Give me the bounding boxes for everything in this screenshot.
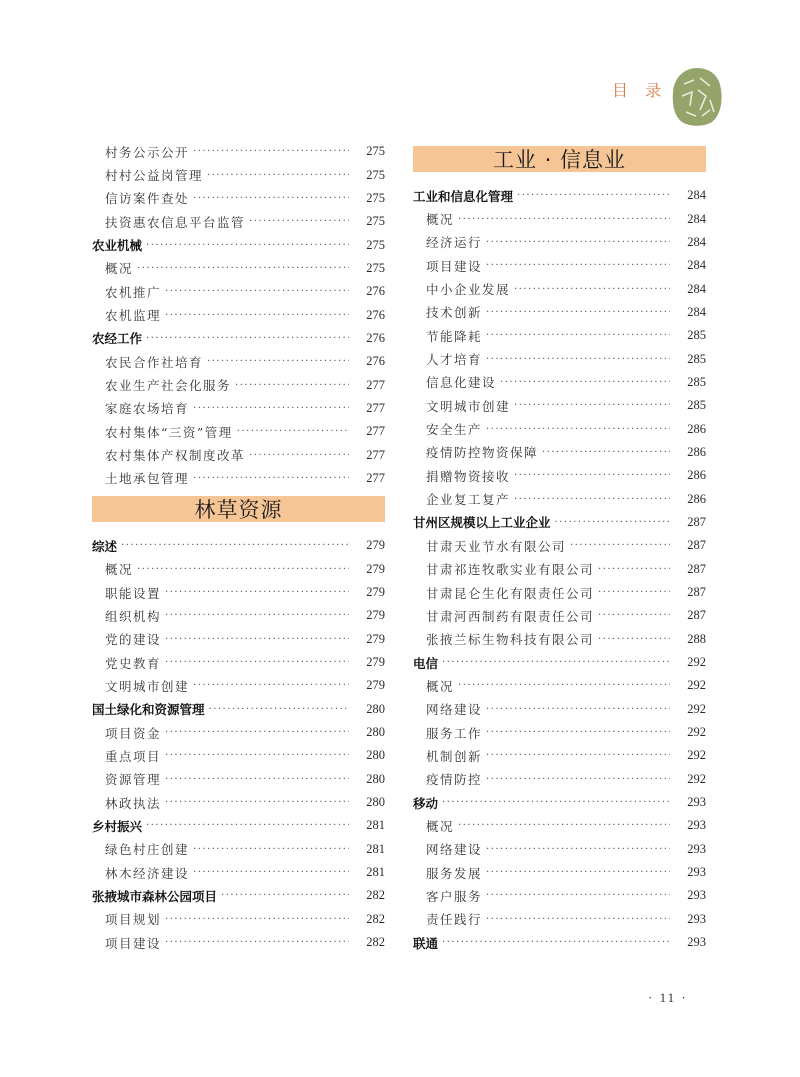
dot-leader bbox=[500, 371, 670, 394]
toc-entry-page: 284 bbox=[687, 304, 706, 319]
toc-entry-label: 组织机构 bbox=[105, 608, 162, 624]
toc-entry-page: 292 bbox=[687, 655, 706, 670]
toc-entry-label: 人才培育 bbox=[426, 352, 483, 368]
dot-leader bbox=[235, 374, 349, 397]
dot-leader bbox=[486, 861, 670, 884]
dot-leader bbox=[555, 511, 670, 534]
toc-entry[interactable] bbox=[92, 257, 385, 280]
toc-entry[interactable] bbox=[413, 838, 706, 861]
toc-entry[interactable] bbox=[413, 254, 706, 277]
dot-leader bbox=[486, 884, 670, 907]
dot-leader bbox=[542, 441, 670, 464]
toc-entry[interactable] bbox=[92, 558, 385, 581]
toc-entry[interactable] bbox=[92, 908, 385, 931]
dot-leader bbox=[486, 721, 670, 744]
toc-entry-page: 282 bbox=[366, 935, 385, 950]
toc-entry-label: 林政执法 bbox=[105, 795, 162, 811]
toc-entry-label: 移动 bbox=[413, 795, 439, 811]
section-banner: 工业 · 信息业 bbox=[413, 146, 706, 172]
toc-entry-page: 285 bbox=[687, 351, 706, 366]
toc-entry-label: 疫情防控 bbox=[426, 772, 483, 788]
toc-entry-page: 293 bbox=[687, 818, 706, 833]
dot-leader bbox=[486, 908, 670, 931]
toc-entry[interactable] bbox=[413, 884, 706, 907]
toc-heading-entry[interactable] bbox=[413, 791, 706, 814]
toc-entry-page: 279 bbox=[366, 655, 385, 670]
toc-entry-label: 土地承包管理 bbox=[105, 471, 190, 487]
toc-heading-entry[interactable] bbox=[92, 814, 385, 837]
toc-entry-page: 286 bbox=[687, 468, 706, 483]
toc-heading-entry[interactable] bbox=[92, 233, 385, 256]
toc-entry-label: 概况 bbox=[426, 212, 455, 228]
dot-leader bbox=[209, 698, 349, 721]
toc-entry-page: 293 bbox=[687, 795, 706, 810]
toc-entry-label: 客户服务 bbox=[426, 888, 483, 904]
toc-entry-page: 276 bbox=[366, 284, 385, 299]
toc-entry[interactable] bbox=[92, 350, 385, 373]
toc-entry-page: 286 bbox=[687, 444, 706, 459]
toc-entry[interactable] bbox=[413, 628, 706, 651]
toc-entry-page: 279 bbox=[366, 608, 385, 623]
dot-leader bbox=[193, 674, 349, 697]
toc-entry-label: 企业复工复产 bbox=[426, 492, 511, 508]
toc-entry-page: 288 bbox=[687, 631, 706, 646]
toc-entry-label: 概况 bbox=[105, 562, 134, 578]
toc-entry[interactable] bbox=[413, 231, 706, 254]
toc-entry[interactable] bbox=[413, 604, 706, 627]
toc-entry-page: 292 bbox=[687, 725, 706, 740]
toc-entry[interactable] bbox=[92, 581, 385, 604]
dot-leader bbox=[458, 674, 670, 697]
seal-stamp-icon bbox=[670, 66, 724, 128]
toc-entry-label: 经济运行 bbox=[426, 235, 483, 251]
toc-entry-label: 电信 bbox=[413, 655, 439, 671]
toc-entry-page: 277 bbox=[366, 470, 385, 485]
toc-heading-entry[interactable] bbox=[92, 698, 385, 721]
toc-entry-label: 项目建设 bbox=[426, 258, 483, 274]
toc-entry[interactable] bbox=[413, 441, 706, 464]
toc-entry-label: 农经工作 bbox=[92, 331, 143, 347]
toc-entry[interactable] bbox=[413, 698, 706, 721]
toc-entry[interactable] bbox=[413, 861, 706, 884]
dot-leader bbox=[137, 257, 349, 280]
dot-leader bbox=[570, 534, 670, 557]
dot-leader bbox=[165, 721, 349, 744]
toc-entry-label: 信息化建设 bbox=[426, 375, 497, 391]
toc-heading-entry[interactable] bbox=[92, 884, 385, 907]
toc-entry-label: 农机监理 bbox=[105, 308, 162, 324]
toc-entry[interactable] bbox=[92, 674, 385, 697]
toc-entry[interactable] bbox=[413, 301, 706, 324]
toc-entry-label: 乡村振兴 bbox=[92, 818, 143, 834]
toc-entry-page: 281 bbox=[366, 865, 385, 880]
toc-entry-label: 林木经济建设 bbox=[105, 865, 190, 881]
dot-leader bbox=[486, 254, 670, 277]
toc-entry-label: 网络建设 bbox=[426, 702, 483, 718]
dot-leader bbox=[165, 581, 349, 604]
toc-entry-page: 285 bbox=[687, 374, 706, 389]
toc-entry[interactable] bbox=[92, 187, 385, 210]
toc-entry-label: 绿色村庄创建 bbox=[105, 842, 190, 858]
toc-entry-label: 责任践行 bbox=[426, 912, 483, 928]
dot-leader bbox=[165, 304, 349, 327]
dot-leader bbox=[514, 278, 670, 301]
toc-entry-page: 292 bbox=[687, 678, 706, 693]
dot-leader bbox=[137, 558, 349, 581]
toc-entry-page: 279 bbox=[366, 585, 385, 600]
toc-entry-page: 284 bbox=[687, 211, 706, 226]
dot-leader bbox=[514, 394, 670, 417]
dot-leader bbox=[598, 558, 670, 581]
toc-entry-page: 281 bbox=[366, 818, 385, 833]
dot-leader bbox=[121, 534, 349, 557]
toc-entry-page: 287 bbox=[687, 585, 706, 600]
dot-leader bbox=[165, 280, 349, 303]
toc-heading-entry[interactable] bbox=[92, 327, 385, 350]
dot-leader bbox=[486, 418, 670, 441]
toc-entry-label: 张掖兰标生物科技有限公司 bbox=[426, 632, 595, 648]
toc-heading-entry[interactable] bbox=[413, 511, 706, 534]
toc-entry[interactable] bbox=[413, 768, 706, 791]
toc-entry[interactable] bbox=[413, 347, 706, 370]
toc-entry-label: 农民合作社培育 bbox=[105, 354, 204, 370]
dot-leader bbox=[165, 604, 349, 627]
dot-leader bbox=[193, 187, 349, 210]
toc-entry-page: 281 bbox=[366, 841, 385, 856]
toc-entry-page: 285 bbox=[687, 398, 706, 413]
toc-entry-label: 职能设置 bbox=[105, 585, 162, 601]
toc-entry-page: 286 bbox=[687, 421, 706, 436]
toc-entry-page: 277 bbox=[366, 400, 385, 415]
toc-entry-label: 技术创新 bbox=[426, 305, 483, 321]
toc-entry-label: 节能降耗 bbox=[426, 328, 483, 344]
dot-leader bbox=[517, 184, 670, 207]
toc-entry-label: 概况 bbox=[105, 261, 134, 277]
toc-entry-label: 扶资惠农信息平台监管 bbox=[105, 214, 246, 230]
dot-leader bbox=[207, 350, 349, 373]
toc-entry[interactable] bbox=[413, 417, 706, 440]
toc-entry-label: 文明城市创建 bbox=[426, 398, 511, 414]
dot-leader bbox=[486, 838, 670, 861]
toc-entry-label: 机制创新 bbox=[426, 748, 483, 764]
toc-entry-label: 农村集体产权制度改革 bbox=[105, 448, 246, 464]
toc-entry-page: 275 bbox=[366, 214, 385, 229]
toc-entry-page: 280 bbox=[366, 795, 385, 810]
toc-entry-page: 284 bbox=[687, 281, 706, 296]
toc-entry-page: 285 bbox=[687, 328, 706, 343]
section-title: 目 录 bbox=[612, 81, 668, 100]
toc-entry[interactable] bbox=[413, 534, 706, 557]
toc-entry-page: 275 bbox=[366, 167, 385, 182]
dot-leader bbox=[458, 814, 670, 837]
toc-entry[interactable] bbox=[92, 140, 385, 163]
dot-leader bbox=[486, 768, 670, 791]
toc-entry-page: 279 bbox=[366, 631, 385, 646]
toc-entry[interactable] bbox=[92, 651, 385, 674]
toc-entry-label: 农业机械 bbox=[92, 238, 143, 254]
toc-entry[interactable] bbox=[92, 280, 385, 303]
toc-entry[interactable] bbox=[413, 324, 706, 347]
toc-entry-page: 282 bbox=[366, 911, 385, 926]
toc-entry[interactable] bbox=[92, 744, 385, 767]
toc-entry-label: 农机推广 bbox=[105, 284, 162, 300]
toc-entry-label: 村村公益岗管理 bbox=[105, 168, 204, 184]
dot-leader bbox=[486, 744, 670, 767]
dot-leader bbox=[442, 791, 670, 814]
toc-entry-page: 284 bbox=[687, 234, 706, 249]
toc-entry[interactable] bbox=[92, 163, 385, 186]
toc-entry-page: 287 bbox=[687, 561, 706, 576]
toc-entry[interactable] bbox=[92, 373, 385, 396]
toc-entry-page: 293 bbox=[687, 865, 706, 880]
toc-entry-page: 277 bbox=[366, 424, 385, 439]
toc-entry-label: 国土绿化和资源管理 bbox=[92, 702, 205, 718]
section-banner: 林草资源 bbox=[92, 496, 385, 522]
toc-entry[interactable] bbox=[413, 581, 706, 604]
toc-heading-entry[interactable] bbox=[413, 651, 706, 674]
toc-entry-label: 农村集体“三资”管理 bbox=[105, 424, 233, 440]
toc-entry-label: 甘肃祁连牧歌实业有限公司 bbox=[426, 562, 595, 578]
toc-entry[interactable] bbox=[413, 908, 706, 931]
dot-leader bbox=[486, 231, 670, 254]
toc-entry-page: 277 bbox=[366, 377, 385, 392]
dot-leader bbox=[514, 464, 670, 487]
toc-entry[interactable] bbox=[92, 838, 385, 861]
toc-entry-label: 服务发展 bbox=[426, 865, 483, 881]
toc-entry-page: 277 bbox=[366, 447, 385, 462]
toc-entry[interactable] bbox=[413, 674, 706, 697]
toc-entry[interactable] bbox=[413, 464, 706, 487]
dot-leader bbox=[514, 488, 670, 511]
dot-leader bbox=[221, 884, 349, 907]
toc-entry[interactable] bbox=[92, 420, 385, 443]
toc-entry-label: 疫情防控物资保障 bbox=[426, 445, 539, 461]
toc-entry[interactable] bbox=[92, 467, 385, 490]
dot-leader bbox=[442, 931, 670, 954]
toc-entry-page: 280 bbox=[366, 701, 385, 716]
toc-entry[interactable] bbox=[92, 443, 385, 466]
toc-entry-page: 293 bbox=[687, 841, 706, 856]
toc-entry-label: 概况 bbox=[426, 818, 455, 834]
dot-leader bbox=[165, 768, 349, 791]
dot-leader bbox=[486, 324, 670, 347]
toc-entry-label: 甘州区规模以上工业企业 bbox=[413, 515, 551, 531]
dot-leader bbox=[193, 140, 349, 163]
toc-entry-page: 292 bbox=[687, 748, 706, 763]
toc-entry-label: 甘肃昆仑生化有限责任公司 bbox=[426, 585, 595, 601]
toc-entry-label: 综述 bbox=[92, 538, 118, 554]
dot-leader bbox=[146, 814, 349, 837]
toc-entry[interactable] bbox=[92, 210, 385, 233]
toc-entry[interactable] bbox=[413, 207, 706, 230]
toc-entry-page: 292 bbox=[687, 771, 706, 786]
toc-entry-label: 信访案件查处 bbox=[105, 191, 190, 207]
dot-leader bbox=[249, 210, 349, 233]
toc-entry-label: 家庭农场培育 bbox=[105, 401, 190, 417]
toc-entry-label: 项目资金 bbox=[105, 725, 162, 741]
toc-entry[interactable] bbox=[413, 744, 706, 767]
dot-leader bbox=[598, 628, 670, 651]
toc-entry-label: 重点项目 bbox=[105, 748, 162, 764]
dot-leader bbox=[193, 397, 349, 420]
toc-entry-label: 资源管理 bbox=[105, 772, 162, 788]
toc-entry[interactable] bbox=[92, 303, 385, 326]
dot-leader bbox=[165, 744, 349, 767]
toc-entry-page: 282 bbox=[366, 888, 385, 903]
dot-leader bbox=[146, 234, 349, 257]
toc-entry-label: 中小企业发展 bbox=[426, 282, 511, 298]
dot-leader bbox=[486, 301, 670, 324]
toc-entry-label: 党史教育 bbox=[105, 655, 162, 671]
toc-entry[interactable] bbox=[92, 604, 385, 627]
toc-entry[interactable] bbox=[92, 721, 385, 744]
dot-leader bbox=[165, 651, 349, 674]
dot-leader bbox=[486, 348, 670, 371]
toc-entry-page: 287 bbox=[687, 538, 706, 553]
toc-entry[interactable] bbox=[92, 628, 385, 651]
toc-entry-page: 279 bbox=[366, 678, 385, 693]
toc-heading-entry[interactable] bbox=[413, 184, 706, 207]
toc-entry-label: 张掖城市森林公园项目 bbox=[92, 888, 218, 904]
toc-entry-page: 292 bbox=[687, 701, 706, 716]
dot-leader bbox=[598, 604, 670, 627]
dot-leader bbox=[458, 208, 670, 231]
toc-entry-label: 捐赠物资接收 bbox=[426, 468, 511, 484]
toc-entry[interactable] bbox=[92, 768, 385, 791]
dot-leader bbox=[442, 651, 670, 674]
toc-entry-label: 项目规划 bbox=[105, 912, 162, 928]
toc-entry[interactable] bbox=[413, 487, 706, 510]
toc-heading-entry[interactable] bbox=[413, 931, 706, 954]
toc-entry-page: 287 bbox=[687, 514, 706, 529]
toc-entry-label: 甘肃天业节水有限公司 bbox=[426, 538, 567, 554]
toc-entry-label: 文明城市创建 bbox=[105, 678, 190, 694]
dot-leader bbox=[146, 327, 349, 350]
toc-entry-page: 284 bbox=[687, 188, 706, 203]
toc-entry-page: 276 bbox=[366, 354, 385, 369]
toc-entry-label: 联通 bbox=[413, 935, 439, 951]
toc-entry-page: 279 bbox=[366, 561, 385, 576]
toc-entry-page: 293 bbox=[687, 911, 706, 926]
toc-entry[interactable] bbox=[92, 397, 385, 420]
dot-leader bbox=[193, 838, 349, 861]
dot-leader bbox=[249, 444, 349, 467]
dot-leader bbox=[486, 698, 670, 721]
toc-entry-label: 概况 bbox=[426, 678, 455, 694]
dot-leader bbox=[165, 628, 349, 651]
toc-entry[interactable] bbox=[92, 931, 385, 954]
toc-entry-page: 293 bbox=[687, 888, 706, 903]
toc-entry[interactable] bbox=[413, 371, 706, 394]
toc-entry-page: 279 bbox=[366, 538, 385, 553]
toc-entry-page: 293 bbox=[687, 935, 706, 950]
toc-entry-label: 工业和信息化管理 bbox=[413, 188, 514, 204]
toc-entry-label: 安全生产 bbox=[426, 422, 483, 438]
toc-entry-page: 276 bbox=[366, 330, 385, 345]
toc-entry-page: 287 bbox=[687, 608, 706, 623]
toc-left-column bbox=[92, 140, 385, 954]
toc-entry[interactable] bbox=[413, 394, 706, 417]
dot-leader bbox=[207, 164, 349, 187]
toc-entry-page: 284 bbox=[687, 258, 706, 273]
toc-entry-label: 项目建设 bbox=[105, 935, 162, 951]
toc-entry[interactable] bbox=[92, 791, 385, 814]
toc-entry[interactable] bbox=[413, 277, 706, 300]
toc-heading-entry[interactable] bbox=[92, 534, 385, 557]
toc-entry-page: 275 bbox=[366, 260, 385, 275]
dot-leader bbox=[165, 791, 349, 814]
toc-entry-label: 服务工作 bbox=[426, 725, 483, 741]
toc-entry-label: 农业生产社会化服务 bbox=[105, 378, 232, 394]
toc-entry-page: 276 bbox=[366, 307, 385, 322]
dot-leader bbox=[193, 861, 349, 884]
dot-leader bbox=[165, 931, 349, 954]
page-number: · 11 · bbox=[648, 990, 688, 1005]
dot-leader bbox=[193, 467, 349, 490]
toc-entry-page: 275 bbox=[366, 144, 385, 159]
toc-entry[interactable] bbox=[92, 861, 385, 884]
toc-entry-page: 286 bbox=[687, 491, 706, 506]
toc-entry-page: 280 bbox=[366, 748, 385, 763]
dot-leader bbox=[237, 420, 349, 443]
toc-entry[interactable] bbox=[413, 814, 706, 837]
toc-right-column bbox=[413, 140, 706, 954]
toc-entry-page: 275 bbox=[366, 190, 385, 205]
toc-entry-label: 网络建设 bbox=[426, 842, 483, 858]
dot-leader bbox=[598, 581, 670, 604]
toc-entry-label: 党的建设 bbox=[105, 632, 162, 648]
toc-entry[interactable] bbox=[413, 558, 706, 581]
toc-entry[interactable] bbox=[413, 721, 706, 744]
dot-leader bbox=[165, 908, 349, 931]
toc-entry-page: 280 bbox=[366, 771, 385, 786]
toc-entry-page: 275 bbox=[366, 237, 385, 252]
toc-entry-page: 280 bbox=[366, 725, 385, 740]
toc-entry-label: 村务公示公开 bbox=[105, 144, 190, 160]
toc-entry-label: 甘肃河西制药有限责任公司 bbox=[426, 608, 595, 624]
